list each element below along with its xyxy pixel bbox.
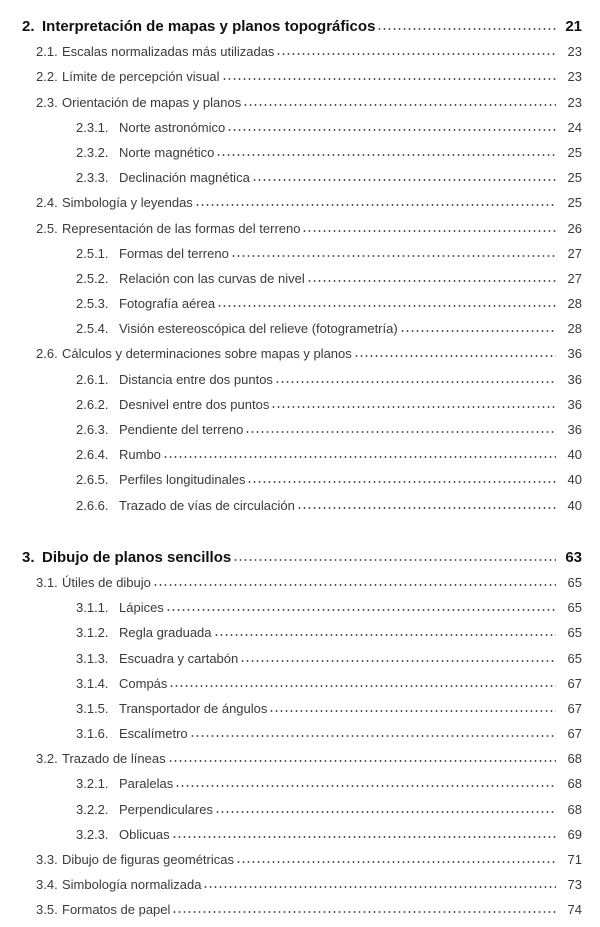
entry-number: 2.3.1. <box>76 119 109 135</box>
page-number: 25 <box>567 170 582 186</box>
page-number: 26 <box>567 220 582 236</box>
toc-entry <box>0 671 600 696</box>
toc-entry <box>0 115 600 140</box>
dot-leader <box>302 230 556 232</box>
page-number: 65 <box>567 574 582 590</box>
page-number: 23 <box>567 44 582 60</box>
page-number: 67 <box>567 675 582 691</box>
dot-leader <box>172 911 556 913</box>
dot-leader <box>297 507 556 509</box>
page-number: 36 <box>567 371 582 387</box>
entry-number: 2.3.2. <box>76 144 109 160</box>
entry-number: 3.1.6. <box>76 726 109 742</box>
entry-number: 2. <box>22 18 35 35</box>
entry-title: Lápices <box>119 600 164 616</box>
entry-title: Interpretación de mapas y planos topográficos <box>42 18 376 35</box>
page-number: 68 <box>567 801 582 817</box>
entry-title: Rumbo <box>119 447 161 463</box>
entry-number: 3.1.2. <box>76 625 109 641</box>
entry-number: 3.4. <box>36 877 58 893</box>
entry-number: 3.1.3. <box>76 650 109 666</box>
page-number: 23 <box>567 94 582 110</box>
entry-title: Representación de las formas del terreno <box>62 220 301 236</box>
dot-leader <box>169 685 556 687</box>
entry-number: 3.1.5. <box>76 700 109 716</box>
entry-title: Oblicuas <box>119 826 170 842</box>
section-gap <box>0 518 600 545</box>
toc-entry <box>0 646 600 671</box>
entry-number: 2.6.4. <box>76 447 109 463</box>
page-number: 74 <box>567 902 582 918</box>
entry-title: Orientación de mapas y planos <box>62 94 242 110</box>
page-number: 25 <box>567 144 582 160</box>
entry-number: 3.1.4. <box>76 675 109 691</box>
entry-title: Perpendiculares <box>119 801 213 817</box>
entry-number: 3.2.1. <box>76 776 109 792</box>
dot-leader <box>216 154 556 156</box>
dot-leader <box>222 78 556 80</box>
page-number: 28 <box>567 321 582 337</box>
toc-entry <box>0 216 600 241</box>
dot-leader <box>243 104 556 106</box>
entry-title: Formas del terreno <box>119 245 229 261</box>
toc-entry <box>0 847 600 872</box>
entry-title: Visión estereoscópica del relieve (fotogrametría) <box>119 321 398 337</box>
entry-title: Norte astronómico <box>119 119 226 135</box>
entry-number: 2.5. <box>36 220 58 236</box>
entry-title: Trazado de líneas <box>62 751 166 767</box>
dot-leader <box>172 836 556 838</box>
page-number: 28 <box>567 296 582 312</box>
entry-title: Simbología y leyendas <box>62 195 193 211</box>
entry-number: 2.5.4. <box>76 321 109 337</box>
entry-title: Perfiles longitudinales <box>119 472 246 488</box>
dot-leader <box>227 129 556 131</box>
entry-number: 2.6.2. <box>76 396 109 412</box>
dot-leader <box>231 255 556 257</box>
entry-title: Regla graduada <box>119 625 212 641</box>
page-number: 65 <box>567 600 582 616</box>
page-number: 40 <box>567 472 582 488</box>
toc-entry <box>0 746 600 771</box>
dot-leader <box>247 481 556 483</box>
page-number: 40 <box>567 447 582 463</box>
dot-leader <box>307 280 556 282</box>
toc-entry <box>0 620 600 645</box>
entry-number: 2.5.3. <box>76 296 109 312</box>
entry-title: Norte magnético <box>119 144 215 160</box>
entry-number: 2.6. <box>36 346 58 362</box>
entry-title: Cálculos y determinaciones sobre mapas y planos <box>62 346 352 362</box>
dot-leader <box>245 431 556 433</box>
toc-chapter <box>0 14 600 39</box>
entry-title: Trazado de vías de circulación <box>119 497 295 513</box>
toc-entry <box>0 266 600 291</box>
dot-leader <box>271 406 556 408</box>
entry-number: 2.6.1. <box>76 371 109 387</box>
entry-title: Relación con las curvas de nivel <box>119 270 305 286</box>
toc-entry <box>0 39 600 64</box>
dot-leader <box>153 584 556 586</box>
page-number: 68 <box>567 751 582 767</box>
toc-chapter <box>0 545 600 570</box>
toc-entry <box>0 721 600 746</box>
entry-title: Pendiente del terreno <box>119 422 244 437</box>
dot-leader <box>175 785 556 787</box>
toc-entry <box>0 165 600 190</box>
entry-number: 2.6.6. <box>76 497 109 513</box>
page-number: 27 <box>567 270 582 286</box>
entry-title: Declinación magnética <box>119 170 250 186</box>
dot-leader <box>400 330 556 332</box>
toc-entry <box>0 771 600 796</box>
entry-number: 2.3. <box>36 94 58 110</box>
entry-number: 3.2. <box>36 751 58 767</box>
page-number: 69 <box>567 826 582 842</box>
dot-leader <box>195 204 556 206</box>
toc-entry <box>0 897 600 922</box>
dot-leader <box>215 811 556 813</box>
entry-title: Útiles de dibujo <box>62 574 151 590</box>
toc-entry <box>0 872 600 897</box>
page-number: 36 <box>567 396 582 412</box>
entry-title: Simbología normalizada <box>62 877 202 893</box>
dot-leader <box>166 609 556 611</box>
entry-number: 2.4. <box>36 195 58 211</box>
entry-title: Límite de percepción visual <box>62 69 220 85</box>
page-number: 65 <box>567 650 582 666</box>
page-number: 36 <box>567 346 582 362</box>
dot-leader <box>233 559 556 561</box>
entry-number: 3.1.1. <box>76 600 109 616</box>
toc-entry <box>0 696 600 721</box>
toc-entry <box>0 570 600 595</box>
entry-number: 3.3. <box>36 852 58 867</box>
page-number: 23 <box>567 69 582 85</box>
page-number: 67 <box>567 700 582 716</box>
dot-leader <box>168 760 556 762</box>
entry-number: 2.3.3. <box>76 170 109 186</box>
dot-leader <box>269 710 556 712</box>
page-number: 25 <box>567 195 582 211</box>
entry-title: Compás <box>119 675 168 691</box>
toc-entry <box>0 595 600 620</box>
entry-title: Paralelas <box>119 776 174 792</box>
page-number: 65 <box>567 625 582 641</box>
entry-number: 3.2.2. <box>76 801 109 817</box>
entry-title: Formatos de papel <box>62 902 171 918</box>
entry-number: 2.5.2. <box>76 270 109 286</box>
entry-number: 3. <box>22 548 35 566</box>
dot-leader <box>377 28 556 30</box>
entry-title: Distancia entre dos puntos <box>119 371 273 387</box>
page-number: 63 <box>565 548 582 566</box>
page-number: 21 <box>565 18 582 35</box>
dot-leader <box>240 660 556 662</box>
dot-leader <box>163 456 556 458</box>
toc-entry <box>0 392 600 417</box>
entry-number: 3.1. <box>36 574 58 590</box>
toc-entry <box>0 140 600 165</box>
entry-title: Dibujo de planos sencillos <box>42 548 232 566</box>
page-number: 73 <box>567 877 582 893</box>
toc-entry <box>0 797 600 822</box>
page-number: 24 <box>567 119 582 135</box>
page-number: 68 <box>567 776 582 792</box>
entry-number: 3.2.3. <box>76 826 109 842</box>
entry-number: 2.6.3. <box>76 422 109 437</box>
entry-number: 2.6.5. <box>76 472 109 488</box>
entry-title: Escalas normalizadas más utilizadas <box>62 44 275 60</box>
dot-leader <box>275 381 556 383</box>
table-of-contents <box>0 14 600 923</box>
dot-leader <box>217 305 556 307</box>
entry-number: 2.2. <box>36 69 58 85</box>
entry-title: Dibujo de figuras geométricas <box>62 852 234 867</box>
page-number: 67 <box>567 726 582 742</box>
entry-title: Escuadra y cartabón <box>119 650 239 666</box>
toc-entry <box>0 493 600 518</box>
page-number: 40 <box>567 497 582 513</box>
dot-leader <box>236 861 556 863</box>
toc-entry <box>0 417 600 442</box>
toc-entry <box>0 64 600 89</box>
dot-leader <box>190 735 556 737</box>
dot-leader <box>203 886 556 888</box>
toc-entry <box>0 90 600 115</box>
page-number: 36 <box>567 422 582 437</box>
toc-entry <box>0 822 600 847</box>
entry-title: Escalímetro <box>119 726 188 742</box>
dot-leader <box>252 179 556 181</box>
entry-number: 3.5. <box>36 902 58 918</box>
dot-leader <box>354 355 556 357</box>
toc-entry <box>0 190 600 215</box>
entry-title: Fotografía aérea <box>119 296 216 312</box>
dot-leader <box>214 634 556 636</box>
page-number: 27 <box>567 245 582 261</box>
entry-title: Desnivel entre dos puntos <box>119 396 270 412</box>
toc-entry <box>0 367 600 392</box>
page-number: 71 <box>567 852 582 867</box>
toc-entry <box>0 467 600 492</box>
toc-entry <box>0 316 600 341</box>
entry-number: 2.5.1. <box>76 245 109 261</box>
toc-entry <box>0 291 600 316</box>
entry-title: Transportador de ángulos <box>119 700 268 716</box>
toc-entry <box>0 341 600 366</box>
toc-entry <box>0 442 600 467</box>
entry-number: 2.1. <box>36 44 58 60</box>
dot-leader <box>276 53 556 55</box>
toc-entry <box>0 241 600 266</box>
